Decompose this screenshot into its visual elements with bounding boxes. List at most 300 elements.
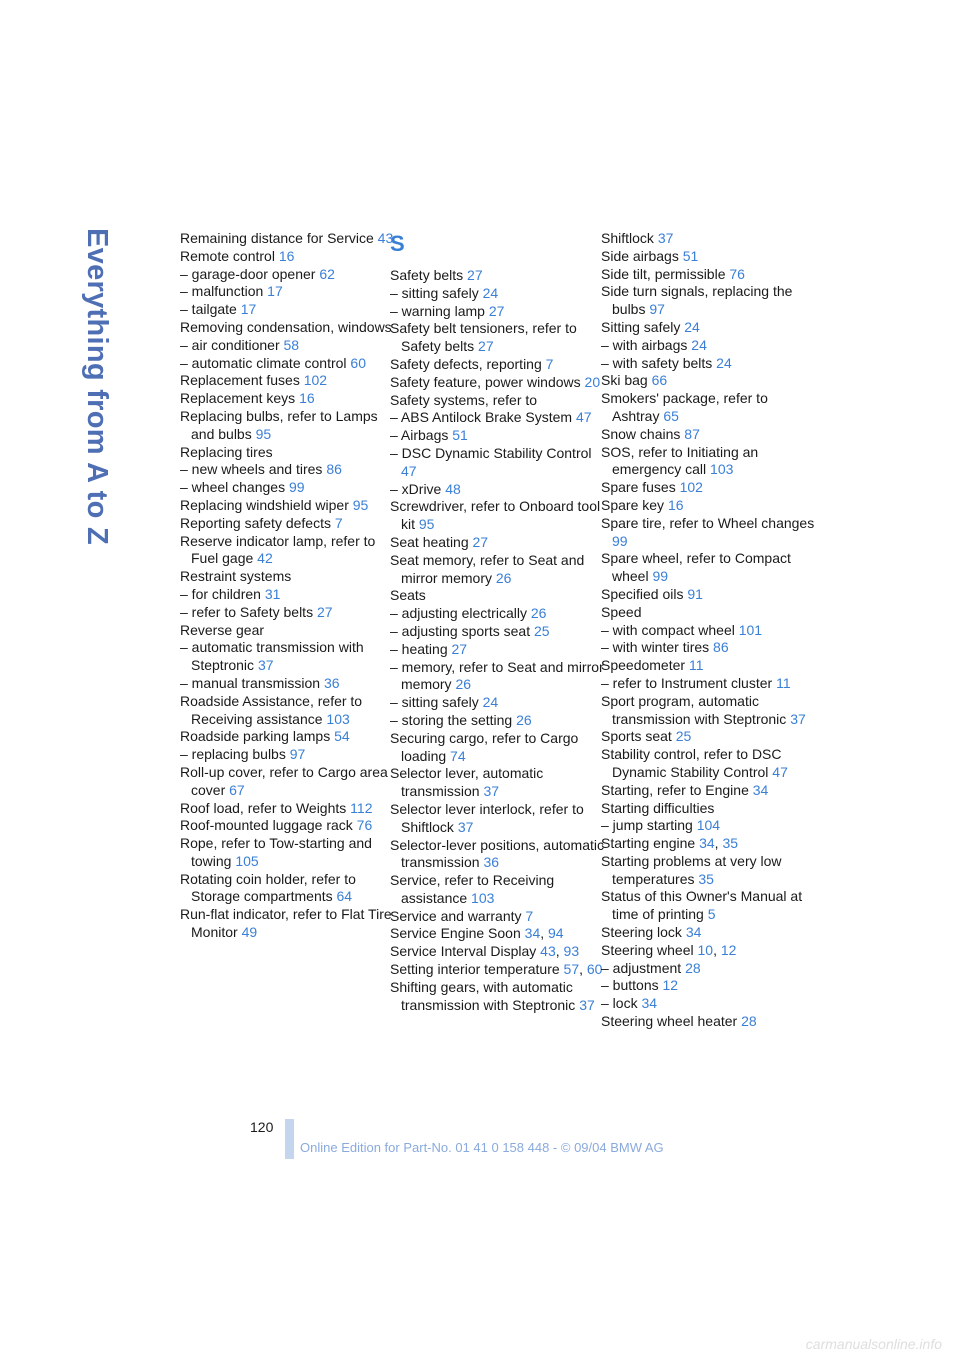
index-entry [601,942,816,960]
index-entry-text: Speedometer [601,657,686,674]
page-reference-link[interactable]: 64 [336,888,353,905]
page-reference-link[interactable]: 24 [482,284,499,301]
index-entry-text: – memory, refer to Seat and mirror memory [390,658,604,693]
index-column-2 [390,230,605,1014]
index-entry-text: Spare fuses [601,479,676,496]
index-entry [180,639,395,675]
index-entry-text: – with safety belts [601,354,713,371]
page-reference-link[interactable]: 103 [710,461,734,478]
index-entry-text: Service Interval Display [390,943,537,960]
index-entry-text: – heating [390,640,448,657]
page-reference-link[interactable]: 17 [240,301,257,318]
index-entry-text: Rope, refer to Tow-starting and towing [180,835,372,869]
index-entry-text: Run-flat indicator, refer to Flat Tire Monitor [180,906,392,941]
index-entry-text: Roll-up cover, refer to Cargo area cover [180,763,388,798]
index-entry [390,445,605,481]
page-reference-link[interactable]: 86 [713,639,729,656]
index-entry [390,481,605,499]
index-entry [390,392,605,410]
page-reference-link[interactable]: 103 [326,710,350,727]
index-letter-heading: S [390,231,405,256]
index-entry-text: – xDrive [390,480,442,497]
index-entry [601,782,816,800]
index-entry [601,746,816,782]
page-reference-link[interactable]: 58 [283,336,300,353]
index-entry-text: Side airbags [601,247,679,264]
index-entry-text: Reserve indicator lamp, refer to Fuel gage [180,532,376,567]
page-reference-link[interactable]: 67 [229,781,245,798]
index-entry [390,320,605,356]
page-reference-link[interactable]: 37 [257,657,274,674]
index-entry-text: Speed [601,603,642,620]
page-reference-link[interactable]: 31 [264,585,281,602]
index-entry-text: Roadside Assistance, refer to Receiving assistance [180,692,363,727]
index-entry-text: – storing the setting [390,711,513,728]
index-entry-text: Side tilt, permissible [601,265,726,282]
index-entry [180,568,395,586]
index-entry [601,319,816,337]
index-entry [601,835,816,853]
index-entry [601,586,816,604]
page-separator: , [714,835,719,852]
index-entry [390,427,605,445]
index-entry-text: Stability control, refer to DSC Dynamic Stability Control [601,746,782,780]
page-reference-link[interactable]: 28 [685,959,701,976]
page-reference-link[interactable]: 87 [684,425,700,442]
page-reference-link[interactable]: 16 [278,247,295,264]
page-reference-link[interactable]: 60 [586,961,603,978]
page-reference-link[interactable]: 24 [716,354,732,371]
page-reference-link[interactable]: 28 [741,1013,757,1030]
page-reference-link[interactable]: 34 [524,925,541,942]
page-reference-link[interactable]: 26 [530,605,547,622]
index-entry-text: – tailgate [180,301,237,318]
index-entry-text: Seat memory, refer to Seat and mirror memory [390,551,585,586]
index-entry-text: Ski bag [601,372,648,389]
index-entry [180,693,395,729]
index-entry [180,586,395,604]
index-entry [180,533,395,569]
page-reference-link[interactable]: 17 [267,283,283,300]
index-entry [601,337,816,355]
index-entry [390,303,605,321]
index-entry [601,426,816,444]
page-reference-link[interactable]: 24 [691,336,707,353]
index-entry-text: Steering wheel [601,941,694,958]
index-entry-text: Status of this Owner's Manual at time of printing [601,888,803,923]
index-entry [390,730,605,766]
page-reference-link[interactable]: 27 [451,640,468,657]
page-reference-link[interactable]: 34 [641,995,658,1012]
page-reference-link[interactable]: 54 [334,728,350,745]
index-entry [180,497,395,515]
page-reference-link[interactable]: 102 [679,479,703,496]
page-reference-link[interactable]: 20 [584,373,601,390]
index-entry [601,888,816,924]
index-entry [180,746,395,764]
index-entry-text: Selector-lever positions, automatic transmission [390,836,604,871]
index-entry [180,248,395,266]
page-reference-link[interactable]: 36 [323,674,340,691]
page-reference-link[interactable]: 37 [457,818,474,835]
index-entry [180,764,395,800]
index-entry [390,605,605,623]
page-reference-link[interactable]: 37 [657,230,674,246]
index-entry-text: Reverse gear [180,621,265,638]
index-entry [180,675,395,693]
index-entry-text: Service Engine Soon [390,925,521,942]
section-side-title: Everything from A to Z [81,228,113,546]
index-entry-text: – replacing bulbs [180,746,286,763]
index-entry [180,515,395,533]
page-reference-link[interactable]: 47 [772,763,788,780]
index-entry-text: Removing condensation, windows [180,318,392,335]
index-entry [180,817,395,835]
page-reference-link[interactable]: 7 [545,355,554,372]
index-entry-text: – ABS Antilock Brake System [390,409,573,426]
index-entry [390,641,605,659]
page-reference-link[interactable]: 10 [697,941,714,958]
page-reference-link[interactable]: 5 [707,906,716,923]
index-entry [601,1013,816,1031]
index-entry-text: Seat heating [390,533,469,550]
page-reference-link[interactable]: 16 [667,496,684,513]
index-entry-text: Service, refer to Receiving assistance [390,872,555,906]
index-entry [601,515,816,551]
page-reference-link[interactable]: 112 [350,799,373,816]
index-entry-text: Roadside parking lamps [180,728,331,745]
index-entry-text: – warning lamp [390,302,485,319]
index-entry [180,479,395,497]
index-entry-text: Spare key [601,496,665,513]
index-entry [390,623,605,641]
index-entry-text: Shifting gears, with automatic transmission with Steptronic [390,978,576,1013]
index-entry-text: Rotating coin holder, refer to Storage compartments [180,870,356,905]
index-entry [180,408,395,444]
index-entry-text: Reporting safety defects [180,514,331,531]
page-reference-link[interactable]: 95 [418,516,435,533]
page-reference-link[interactable]: 24 [482,694,499,711]
index-entry-text: Side turn signals, replacing the bulbs [601,283,793,318]
page-reference-link[interactable]: 57 [563,961,580,978]
index-entry-text: Spare tire, refer to Wheel changes [601,514,815,531]
page-reference-link[interactable]: 51 [452,427,468,444]
index-entry-text: – automatic climate control [180,354,347,371]
index-entry [601,960,816,978]
index-entry-text: Sports seat [601,728,672,745]
page-reference-link[interactable]: 62 [319,265,335,282]
page-reference-link[interactable]: 34 [699,835,715,852]
index-entry [601,924,816,942]
page-reference-link[interactable]: 97 [649,301,665,318]
index-entry [180,444,395,462]
index-entry [601,248,816,266]
index-entry-text: – sitting safely [390,694,479,711]
index-entry-text: Selector lever, automatic transmission [390,765,544,800]
page-reference-link[interactable]: 34 [685,924,702,941]
index-entry-text: Screwdriver, refer to Onboard tool kit [390,498,601,533]
index-entry [390,961,605,979]
index-entry [180,355,395,373]
page-reference-link[interactable]: 47 [575,409,592,426]
index-entry-text: – DSC Dynamic Stability Control [390,444,592,461]
index-entry-text: – refer to Instrument cluster [601,674,773,691]
index-entry [390,498,605,534]
index-entry [390,659,605,695]
index-entry [601,657,816,675]
index-entry [390,694,605,712]
page-reference-link[interactable]: 11 [688,657,704,674]
footer-edition-note: Online Edition for Part-No. 01 41 0 158 448 - © 09/04 BMW AG [300,1140,664,1155]
page-reference-link[interactable]: 48 [445,480,461,497]
index-entry [601,230,816,248]
index-entry [390,587,605,605]
index-entry [180,461,395,479]
page-reference-link[interactable]: 12 [720,941,737,958]
page-reference-link[interactable]: 95 [352,496,369,513]
index-entry [601,693,816,729]
index-column-3 [601,230,816,1031]
index-entry [601,977,816,995]
index-entry [601,550,816,586]
index-entry-text: Roof load, refer to Weights [180,799,347,816]
index-entry-text: Shiftlock [601,230,654,246]
index-entry [390,267,605,285]
page-reference-link[interactable]: 26 [495,569,512,586]
watermark: carmanualsonline.info [805,1336,942,1352]
page-reference-link[interactable]: 97 [289,746,306,763]
index-entry [180,622,395,640]
page-reference-link[interactable]: 24 [684,318,700,335]
index-entry-text: SOS, refer to Initiating an emergency call [601,443,759,478]
index-entry-text: Seats [390,587,426,604]
page-reference-link[interactable]: 101 [738,621,763,638]
index-entry-text: Snow chains [601,425,681,442]
index-entry [601,390,816,426]
index-entry [390,872,605,908]
index-entry-text: Safety belt tensioners, refer to Safety belts [390,320,577,355]
index-entry [390,925,605,943]
page-reference-link[interactable]: 36 [483,854,500,871]
page-reference-link[interactable]: 99 [612,532,628,549]
index-entry-text: – manual transmission [180,674,321,691]
index-entry-text: – air conditioner [180,336,280,353]
page-reference-link[interactable]: 25 [533,622,550,639]
index-entry-text: Remaining distance for Service [180,230,374,246]
index-entry-text: – with compact wheel [601,621,735,638]
index-entry [601,728,816,746]
page-reference-link[interactable]: 11 [776,674,791,691]
page-reference-link[interactable]: 12 [662,977,679,994]
index-entry-text: Safety defects, reporting [390,355,542,372]
index-entry [180,835,395,871]
page-reference-link[interactable]: 7 [334,514,343,531]
index-entry [180,266,395,284]
page-reference-link[interactable]: 7 [525,907,534,924]
index-entry-text: – jump starting [601,817,693,834]
page-reference-link[interactable]: 74 [450,747,466,764]
page-reference-link[interactable]: 42 [257,550,273,567]
index-column-1 [180,230,395,942]
index-entry-text: Starting engine [601,835,696,852]
index-entry-text: – buttons [601,977,659,994]
page-reference-link[interactable]: 93 [563,943,580,960]
index-entry-text: Starting problems at very low temperatures [601,852,782,887]
index-entry-text: – refer to Safety belts [180,603,314,620]
index-entry [390,712,605,730]
index-entry-text: Safety systems, refer to [390,391,538,408]
index-entry [390,374,605,392]
index-entry-text: – Airbags [390,427,449,444]
index-entry [601,372,816,390]
index-entry [601,604,816,622]
page-reference-link[interactable]: 37 [790,710,806,727]
index-entry-text: Starting difficulties [601,799,715,816]
index-entry [390,801,605,837]
page-reference-link[interactable]: 99 [652,568,669,585]
index-entry-text: Restraint systems [180,568,292,585]
index-entry-text: – lock [601,995,638,1012]
index-entry-text: Replacement keys [180,390,296,407]
page-reference-link[interactable]: 95 [255,425,272,442]
index-entry-text: Securing cargo, refer to Cargo loading [390,729,579,764]
page-reference-link[interactable]: 26 [455,676,472,693]
index-entry [390,765,605,801]
index-entry-text: Sitting safely [601,318,681,335]
index-entry [390,534,605,552]
page-reference-link[interactable]: 105 [235,852,259,869]
index-entry [390,409,605,427]
index-entry [601,995,816,1013]
index-entry-text: Setting interior temperature [390,961,560,978]
page-reference-link[interactable]: 27 [488,302,505,319]
page-separator: , [555,943,560,960]
index-entry [390,979,605,1015]
index-entry-text: Replacing windshield wiper [180,496,349,513]
page-separator: , [540,925,545,942]
index-entry [601,800,816,818]
page-reference-link[interactable]: 27 [467,267,483,283]
index-entry [601,479,816,497]
page-reference-link[interactable]: 27 [472,533,489,550]
page-reference-link[interactable]: 49 [241,924,258,941]
page-separator: , [579,961,583,978]
index-entry [601,622,816,640]
page-reference-link[interactable]: 91 [687,585,703,602]
index-entry [601,355,816,373]
index-entry-text: Safety feature, power windows [390,373,581,390]
index-entry [390,356,605,374]
page-reference-link[interactable]: 35 [722,835,739,852]
page-reference-link[interactable]: 16 [299,390,315,407]
index-entry-text: – sitting safely [390,284,479,301]
index-entry-text: Spare wheel, refer to Compact wheel [601,550,791,585]
page-reference-link[interactable]: 65 [663,407,679,424]
index-entry-text: – malfunction [180,283,264,300]
index-entry-text: Steering lock [601,924,682,941]
page-reference-link[interactable]: 47 [401,462,417,479]
index-entry-text: Specified oils [601,585,684,602]
page-reference-link[interactable]: 34 [752,781,769,798]
page-reference-link[interactable]: 26 [516,711,532,728]
index-entry-text: – wheel changes [180,479,286,496]
index-entry [180,800,395,818]
index-entry-text: Steering wheel heater [601,1013,738,1030]
page-reference-link[interactable]: 35 [698,870,714,887]
index-entry-text: – with winter tires [601,639,710,656]
page-reference-link[interactable]: 86 [326,461,342,478]
index-entry [390,943,605,961]
index-entry-text: Smokers' package, refer to Ashtray [601,390,768,424]
index-entry [601,444,816,480]
index-entry-text: – adjusting sports seat [390,622,531,639]
page-reference-link[interactable]: 76 [729,265,745,282]
page-reference-link[interactable]: 99 [288,479,305,496]
index-entry [180,230,395,248]
page-reference-link[interactable]: 37 [579,996,595,1013]
index-entry [601,266,816,284]
page-reference-link[interactable]: 27 [478,338,494,355]
index-entry-text: Roof-mounted luggage rack [180,817,353,834]
page-reference-link[interactable]: 102 [303,372,328,389]
index-entry [180,604,395,622]
page-reference-link[interactable]: 37 [483,783,500,800]
index-entry-text: Safety belts [390,267,464,283]
index-entry [180,390,395,408]
index-entry [601,497,816,515]
index-entry-text: Starting, refer to Engine [601,781,749,798]
page-reference-link[interactable]: 76 [356,817,373,834]
page-reference-link[interactable]: 25 [675,728,692,745]
index-entry [601,675,816,693]
footer-accent-bar [285,1119,294,1159]
index-entry [180,372,395,390]
index-entry [180,337,395,355]
index-entry-text: – new wheels and tires [180,461,323,478]
page-reference-link[interactable]: 60 [350,354,366,371]
index-entry [601,817,816,835]
index-entry-text: Replacing bulbs, refer to Lamps and bulbs [180,407,378,442]
page-reference-link[interactable]: 94 [548,925,564,942]
page-reference-link[interactable]: 43 [540,943,556,960]
index-entry-text: – adjustment [601,959,682,976]
page-reference-link[interactable]: 51 [682,247,699,264]
page-reference-link[interactable]: 103 [471,889,495,906]
index-entry-text: Replacing tires [180,443,273,460]
index-entry [601,853,816,889]
index-entry [180,283,395,301]
page-reference-link[interactable]: 66 [651,372,668,389]
page-separator: , [713,941,717,958]
page-reference-link[interactable]: 27 [316,603,333,620]
index-entry [601,283,816,319]
index-entry-text: – adjusting electrically [390,605,527,622]
index-entry-text: – for children [180,585,261,602]
index-entry [180,906,395,942]
index-entry-text: – with airbags [601,336,688,353]
index-entry-text: – automatic transmission with Steptronic [180,639,364,674]
index-entry [180,728,395,746]
page-reference-link[interactable]: 104 [696,817,721,834]
index-entry-text: Remote control [180,247,275,264]
index-entry [601,639,816,657]
index-entry [390,552,605,588]
index-entry [390,285,605,303]
index-entry [390,908,605,926]
index-entry-text: Service and warranty [390,907,522,924]
page-reference-link[interactable]: 43 [377,230,394,246]
index-entry-text: Selector lever interlock, refer to Shiftlock [390,800,584,835]
